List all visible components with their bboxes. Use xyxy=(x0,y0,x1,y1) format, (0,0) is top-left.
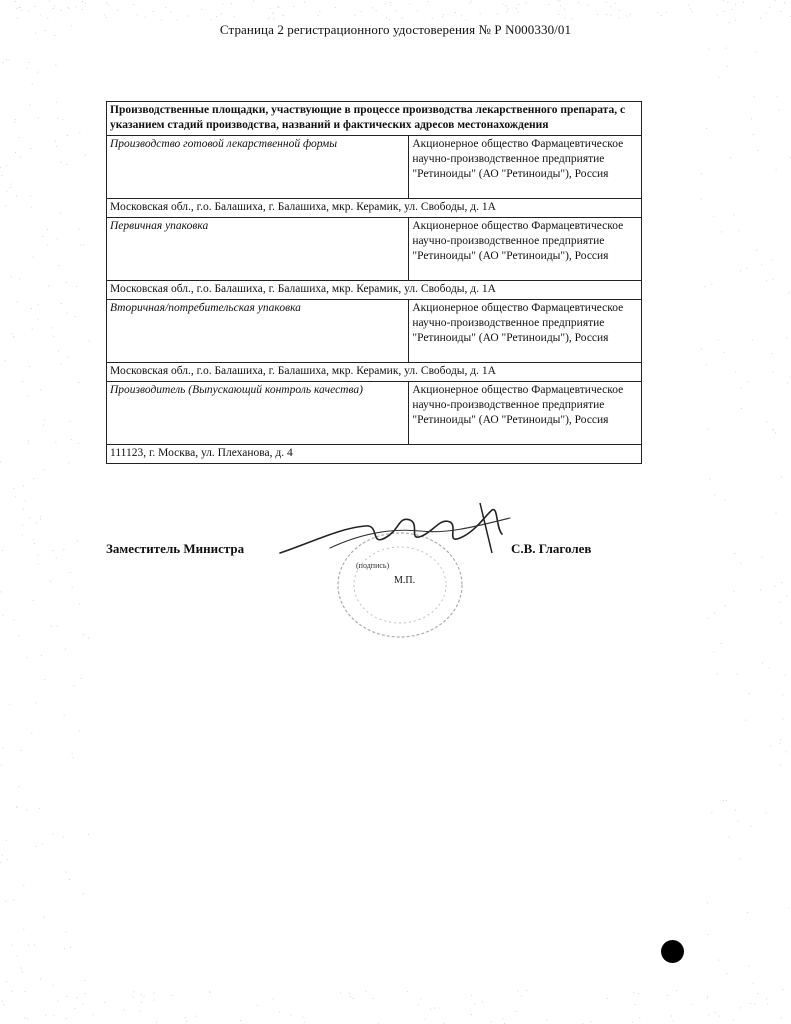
stage-cell: Производитель (Выпускающий контроль качества) xyxy=(107,382,409,445)
address-cell: Московская обл., г.о. Балашиха, г. Балашиха, мкр. Керамик, ул. Свободы, д. 1А xyxy=(107,363,642,382)
company-cell: Акционерное общество Фармацевтическое научно-производственное предприятие "Ретиноиды" (АО "Ретиноиды"), Россия xyxy=(409,218,642,281)
address-cell: 111123, г. Москва, ул. Плеханова, д. 4 xyxy=(107,445,642,464)
company-cell: Акционерное общество Фармацевтическое научно-производственное предприятие "Ретиноиды" (АО "Ретиноиды"), Россия xyxy=(409,382,642,445)
address-row xyxy=(107,445,642,464)
signature-caption: (подпись) xyxy=(356,561,390,570)
stage-cell: Первичная упаковка xyxy=(107,218,409,281)
address-row xyxy=(107,281,642,300)
table-row xyxy=(107,300,642,363)
signature-block xyxy=(106,541,626,621)
stage-cell: Производство готовой лекарственной формы xyxy=(107,136,409,199)
production-sites-table xyxy=(106,101,642,464)
address-row xyxy=(107,199,642,218)
seal-label: М.П. xyxy=(394,575,416,586)
company-cell: Акционерное общество Фармацевтическое научно-производственное предприятие "Ретиноиды" (АО "Ретиноиды"), Россия xyxy=(409,300,642,363)
address-row xyxy=(107,363,642,382)
table-row xyxy=(107,382,642,445)
address-cell: Московская обл., г.о. Балашиха, г. Балашиха, мкр. Керамик, ул. Свободы, д. 1А xyxy=(107,199,642,218)
page-header: Страница 2 регистрационного удостоверения № Р N000330/01 xyxy=(219,22,572,37)
table-heading-row xyxy=(107,102,642,136)
signatory-name: С.В. Глаголев xyxy=(511,541,592,556)
table-heading: Производственные площадки, участвующие в процессе производства лекарственного препарата, с указанием стадий производства, названий и фактических адресов местонахождения xyxy=(107,102,642,136)
table-row xyxy=(107,136,642,199)
table-row xyxy=(107,218,642,281)
company-cell: Акционерное общество Фармацевтическое научно-производственное предприятие "Ретиноиды" (АО "Ретиноиды"), Россия xyxy=(409,136,642,199)
signatory-position: Заместитель Министра xyxy=(106,541,245,556)
address-cell: Московская обл., г.о. Балашиха, г. Балашиха, мкр. Керамик, ул. Свободы, д. 1А xyxy=(107,281,642,300)
stage-cell: Вторичная/потребительская упаковка xyxy=(107,300,409,363)
registration-dot xyxy=(661,940,684,963)
